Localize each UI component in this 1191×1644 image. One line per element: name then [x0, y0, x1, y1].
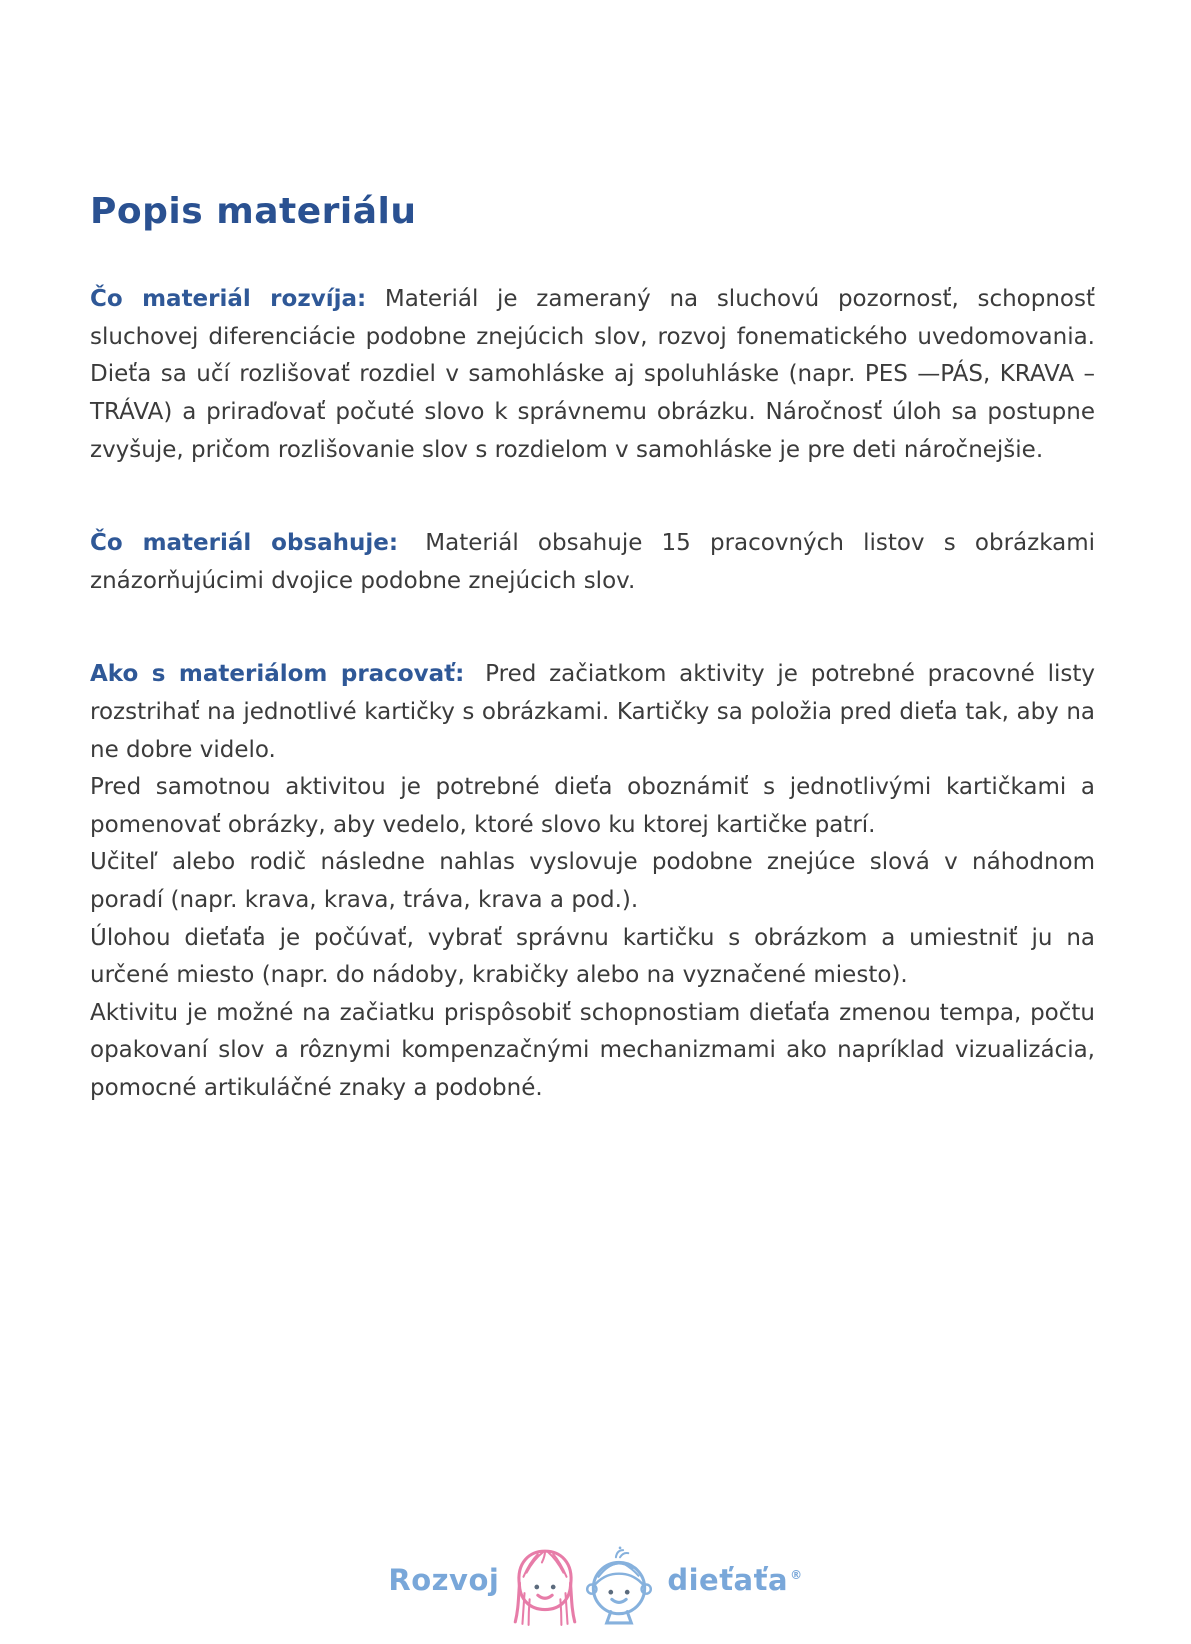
paragraph [90, 281, 1095, 469]
logo-word-dietata [667, 1562, 803, 1609]
section-lead: Čo materiál obsahuje: [90, 530, 399, 557]
paragraph: Úlohou dieťaťa je počúvať, vybrať správnu kartičku s obrázkom a umiestniť ju na určené miesto (napr. do nádoby, krabičky alebo na vyznačené miesto). [90, 924, 1095, 989]
paragraph: Pred samotnou aktivitou je potrebné dieťa oboznámiť s jednotlivými kartičkami a pomenovať obrázky, aby vedelo, ktoré slovo ku ktorej kartičke patrí. [90, 774, 1095, 838]
logo-word-dietata-text: dieťaťa [667, 1562, 789, 1597]
girl-face-icon [511, 1546, 579, 1628]
document-page [90, 0, 1095, 1163]
paragraph [90, 656, 1095, 769]
paragraph [90, 525, 1095, 600]
registered-trademark-icon: ® [790, 1567, 803, 1582]
section-body-text: Materiál obsahuje 15 pracovných listov s obrázkami znázorňujúcimi dvojice podobne znejúcich slov. [90, 530, 1096, 594]
boy-face-icon [583, 1546, 655, 1626]
rozvoj-dietata-logo [0, 1546, 1191, 1628]
section-lead: Čo materiál rozvíja: [90, 286, 367, 313]
section-co-material-rozvija [90, 281, 1095, 469]
page-title: Popis materiálu [90, 191, 417, 232]
section-body-text: Materiál je zameraný na sluchovú pozornosť, schopnosť sluchovej diferenciácie podobne znejúcich slov, rozvoj fonematického uvedomovania. Dieťa sa učí rozlišovať rozdiel v samohláske aj spoluhláske (napr. PES —PÁS, KRAVA – TRÁVA) a priraďovať počuté slovo k správnemu obrázku. Náročnosť úloh sa postupne zvyšuje, pričom rozlišovanie slov s rozdielom v samohláske je pre deti náročnejšie. [90, 286, 1096, 463]
logo-faces [511, 1546, 655, 1628]
section-lead: Ako s materiálom pracovať: [90, 661, 465, 688]
paragraph: Učiteľ alebo rodič následne nahlas vyslovuje podobne znejúce slová v náhodnom poradí (napr. krava, krava, tráva, krava a pod.). [90, 849, 1095, 913]
section-co-material-obsahuje [90, 525, 1095, 600]
section-ako-s-materialom-pracovat [90, 656, 1095, 1107]
paragraph: Aktivitu je možné na začiatku prispôsobiť schopnostiam dieťaťa zmenou tempa, počtu opakovaní slov a rôznymi kompenzačnými mechanizmami ako napríklad vizualizácia, pomocné artikuláčné znaky a podobné. [90, 999, 1095, 1101]
logo-word-rozvoj: Rozvoj [388, 1562, 500, 1597]
section-body-text: Pred začiatkom aktivity je potrebné pracovné listy rozstrihať na jednotlivé kartičky s obrázkami. Kartičky sa položia pred dieťa tak, aby na ne dobre videlo. [90, 661, 1096, 763]
